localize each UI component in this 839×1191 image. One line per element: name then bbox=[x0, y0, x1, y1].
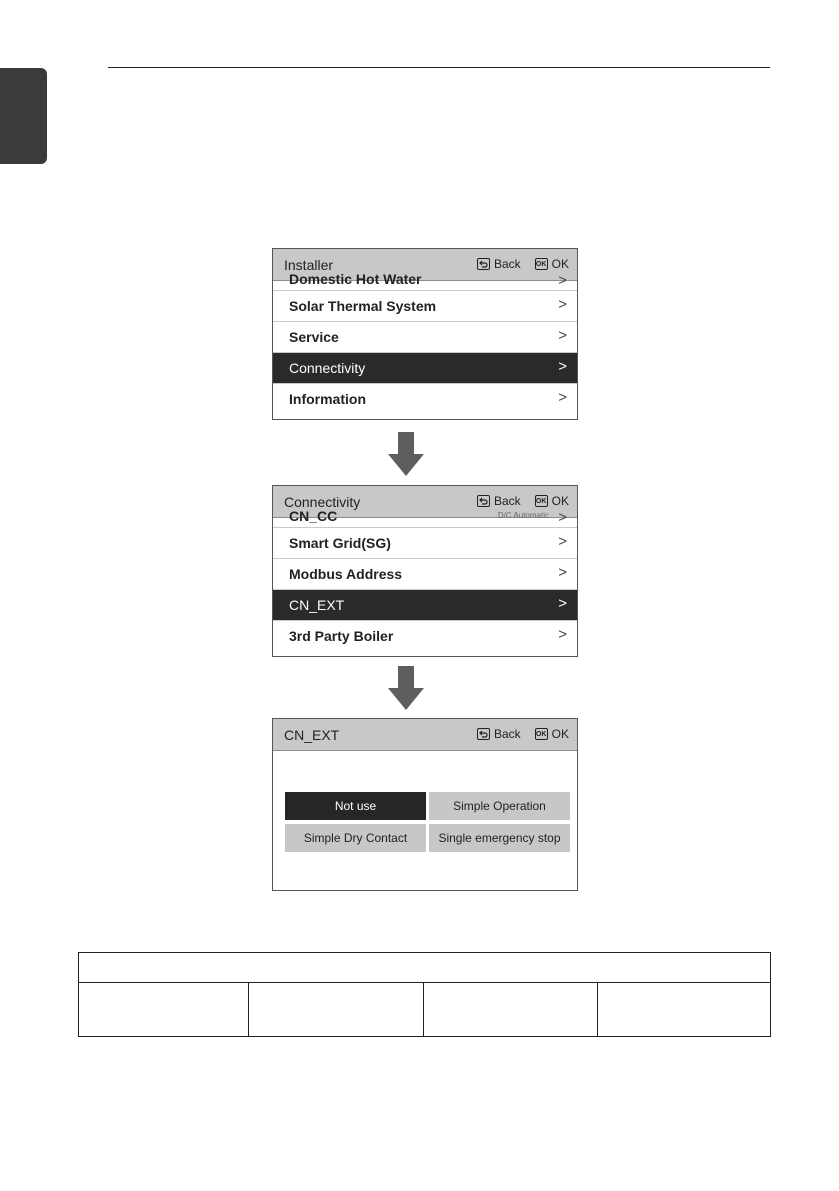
menu-item-solar-thermal-system[interactable] bbox=[273, 290, 577, 321]
installer-screen bbox=[272, 248, 578, 420]
menu-item-label: Domestic Hot Water bbox=[289, 271, 422, 287]
nav-hints bbox=[477, 494, 569, 508]
menu-item-cn-ext[interactable] bbox=[273, 589, 577, 620]
menu-item-label: 3rd Party Boiler bbox=[289, 628, 394, 644]
arrow-down-icon bbox=[388, 666, 424, 710]
cn-ext-screen bbox=[272, 718, 578, 891]
screen-title: Connectivity bbox=[284, 494, 361, 510]
chevron-right-icon: > bbox=[558, 564, 567, 581]
back-label[interactable]: Back bbox=[493, 257, 521, 271]
menu-item-label: Solar Thermal System bbox=[289, 298, 437, 314]
chevron-right-icon: > bbox=[558, 389, 567, 406]
screen-title: CN_EXT bbox=[284, 727, 340, 743]
chevron-right-icon: > bbox=[558, 272, 567, 289]
menu-item-label: Service bbox=[289, 329, 339, 345]
ok-key-icon[interactable]: OK bbox=[535, 728, 548, 740]
screen-title: Installer bbox=[284, 257, 334, 273]
option-simple-dry-contact[interactable]: Simple Dry Contact bbox=[285, 824, 426, 852]
menu-item-label: Modbus Address bbox=[289, 566, 403, 582]
table-row bbox=[79, 983, 770, 1036]
back-return-icon[interactable] bbox=[477, 495, 490, 507]
back-return-icon[interactable] bbox=[477, 728, 490, 740]
chevron-right-icon: > bbox=[558, 296, 567, 313]
menu-item-cn-cc[interactable] bbox=[273, 508, 577, 527]
menu-item-label: Smart Grid(SG) bbox=[289, 535, 391, 551]
option-not-use[interactable]: Not use bbox=[285, 792, 426, 820]
back-label[interactable]: Back bbox=[493, 494, 521, 508]
menu-item-3rd-party-boiler[interactable] bbox=[273, 620, 577, 651]
menu-item-modbus-address[interactable] bbox=[273, 558, 577, 589]
ok-label[interactable]: OK bbox=[551, 494, 569, 508]
nav-hints bbox=[477, 727, 569, 741]
cn-ext-titlebar bbox=[273, 719, 577, 751]
menu-item-information[interactable] bbox=[273, 383, 577, 414]
menu-item-smart-grid[interactable] bbox=[273, 527, 577, 558]
menu-item-label: CN_EXT bbox=[289, 597, 345, 613]
ok-key-icon[interactable]: OK bbox=[535, 258, 548, 270]
installer-menu-list bbox=[273, 271, 577, 414]
table-cell bbox=[79, 983, 249, 1036]
arrow-down-icon bbox=[388, 432, 424, 476]
chevron-right-icon: > bbox=[558, 358, 567, 375]
header-rule bbox=[108, 67, 770, 68]
section-side-tab bbox=[0, 68, 47, 164]
ok-key-icon[interactable]: OK bbox=[535, 495, 548, 507]
table-header bbox=[79, 953, 770, 983]
table-cell bbox=[424, 983, 598, 1036]
table-cell bbox=[249, 983, 424, 1036]
menu-item-label: Connectivity bbox=[289, 360, 366, 376]
option-simple-operation[interactable]: Simple Operation bbox=[429, 792, 570, 820]
connectivity-menu-list bbox=[273, 508, 577, 651]
option-single-emergency-stop[interactable]: Single emergency stop bbox=[429, 824, 570, 852]
back-return-icon[interactable] bbox=[477, 258, 490, 270]
chevron-right-icon: > bbox=[558, 509, 567, 526]
cn-ext-options bbox=[285, 792, 569, 852]
chevron-right-icon: > bbox=[558, 595, 567, 612]
nav-hints bbox=[477, 257, 569, 271]
menu-item-service[interactable] bbox=[273, 321, 577, 352]
chevron-right-icon: > bbox=[558, 533, 567, 550]
ok-label[interactable]: OK bbox=[551, 727, 569, 741]
chevron-right-icon: > bbox=[558, 327, 567, 344]
menu-item-value: D/C Automatic bbox=[497, 511, 549, 520]
chevron-right-icon: > bbox=[558, 626, 567, 643]
back-label[interactable]: Back bbox=[493, 727, 521, 741]
connectivity-screen bbox=[272, 485, 578, 657]
menu-item-label: CN_CC bbox=[289, 508, 338, 524]
menu-item-label: Information bbox=[289, 391, 366, 407]
table-cell bbox=[598, 983, 770, 1036]
menu-item-domestic-hot-water[interactable] bbox=[273, 271, 577, 290]
menu-item-connectivity[interactable] bbox=[273, 352, 577, 383]
settings-table bbox=[78, 952, 771, 1037]
ok-label[interactable]: OK bbox=[551, 257, 569, 271]
